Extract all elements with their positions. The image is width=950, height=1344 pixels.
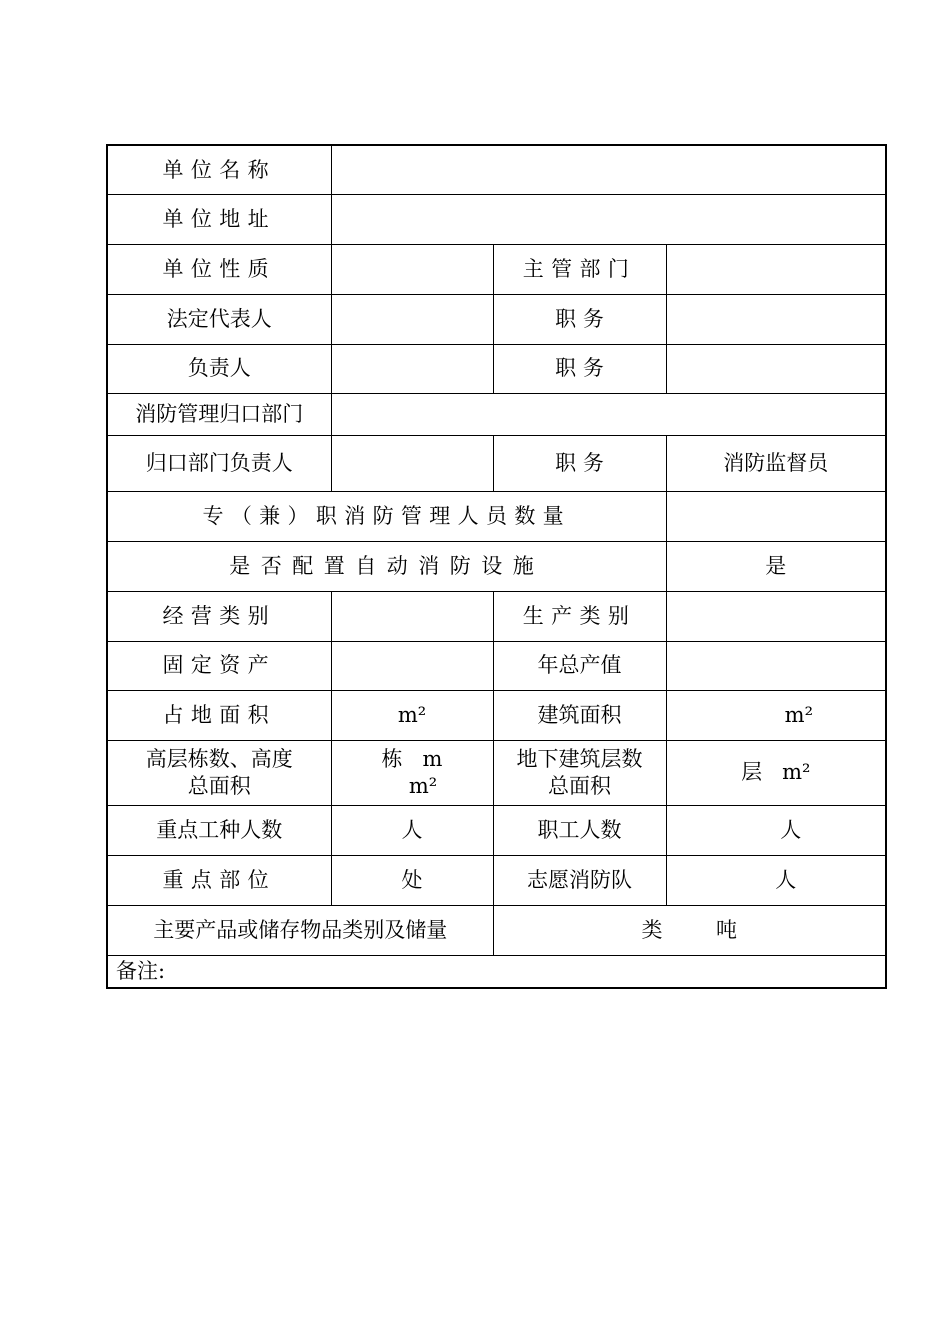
- fire-staff-count-label: 专（兼）职消防管理人员数量: [107, 491, 666, 541]
- fire-mgmt-dept-field[interactable]: [331, 393, 886, 435]
- unit-nature-field[interactable]: [331, 244, 493, 294]
- employee-count-label: 职工人数: [493, 805, 666, 855]
- unit-nature-label: 单位性质: [107, 244, 331, 294]
- land-area-field[interactable]: m²: [331, 690, 493, 740]
- highrise-label: [107, 740, 331, 805]
- remarks-label[interactable]: 备注:: [107, 955, 886, 988]
- legal-rep-position-field[interactable]: [666, 294, 886, 344]
- highrise-label-line2: 总面积: [187, 773, 251, 798]
- fire-mgmt-dept-label: 消防管理归口部门: [107, 393, 331, 435]
- dept-head-label: 归口部门负责人: [107, 435, 331, 491]
- dept-head-position-label: 职 务: [493, 435, 666, 491]
- highrise-field[interactable]: [331, 740, 493, 805]
- key-parts-field[interactable]: 处: [331, 855, 493, 905]
- employee-count-field[interactable]: 人: [666, 805, 886, 855]
- fixed-assets-field[interactable]: [331, 641, 493, 690]
- business-type-field[interactable]: [331, 591, 493, 641]
- auto-fire-facility-label: 是否配置自动消防设施: [107, 541, 666, 591]
- volunteer-team-label: 志愿消防队: [493, 855, 666, 905]
- auto-fire-facility-field[interactable]: 是: [666, 541, 886, 591]
- key-parts-label: 重点部位: [107, 855, 331, 905]
- building-area-field[interactable]: m²: [666, 690, 886, 740]
- legal-rep-position-label: 职 务: [493, 294, 666, 344]
- main-products-label: 主要产品或储存物品类别及储量: [107, 905, 493, 955]
- highrise-value-line2: m²: [408, 773, 438, 798]
- volunteer-team-field[interactable]: 人: [666, 855, 886, 905]
- annual-output-field[interactable]: [666, 641, 886, 690]
- underground-label-line1: 地下建筑层数: [516, 747, 643, 772]
- fixed-assets-label: 固定资产: [107, 641, 331, 690]
- highrise-value-line1: 栋 m: [381, 747, 443, 772]
- underground-label: [493, 740, 666, 805]
- main-products-field[interactable]: 类 吨: [493, 905, 886, 955]
- key-workers-field[interactable]: 人: [331, 805, 493, 855]
- dept-head-position-field[interactable]: 消防监督员: [666, 435, 886, 491]
- unit-address-label: 单位地址: [107, 194, 331, 244]
- person-in-charge-position-label: 职 务: [493, 344, 666, 393]
- highrise-label-line1: 高层栋数、高度: [145, 747, 293, 772]
- supervising-dept-label: 主管部门: [493, 244, 666, 294]
- underground-field[interactable]: 层 m²: [666, 740, 886, 805]
- legal-rep-field[interactable]: [331, 294, 493, 344]
- building-area-label: 建筑面积: [493, 690, 666, 740]
- person-in-charge-label: 负责人: [107, 344, 331, 393]
- land-area-label: 占地面积: [107, 690, 331, 740]
- legal-rep-label: 法定代表人: [107, 294, 331, 344]
- dept-head-field[interactable]: [331, 435, 493, 491]
- annual-output-label: 年总产值: [493, 641, 666, 690]
- unit-name-field[interactable]: [331, 145, 886, 194]
- fire-staff-count-field[interactable]: [666, 491, 886, 541]
- production-type-label: 生产类别: [493, 591, 666, 641]
- business-type-label: 经营类别: [107, 591, 331, 641]
- person-in-charge-position-field[interactable]: [666, 344, 886, 393]
- unit-address-field[interactable]: [331, 194, 886, 244]
- underground-label-line2: 总面积: [548, 773, 611, 798]
- unit-name-label: 单位名称: [107, 145, 331, 194]
- supervising-dept-field[interactable]: [666, 244, 886, 294]
- person-in-charge-field[interactable]: [331, 344, 493, 393]
- key-workers-label: 重点工种人数: [107, 805, 331, 855]
- fire-safety-info-table: [106, 144, 887, 989]
- production-type-field[interactable]: [666, 591, 886, 641]
